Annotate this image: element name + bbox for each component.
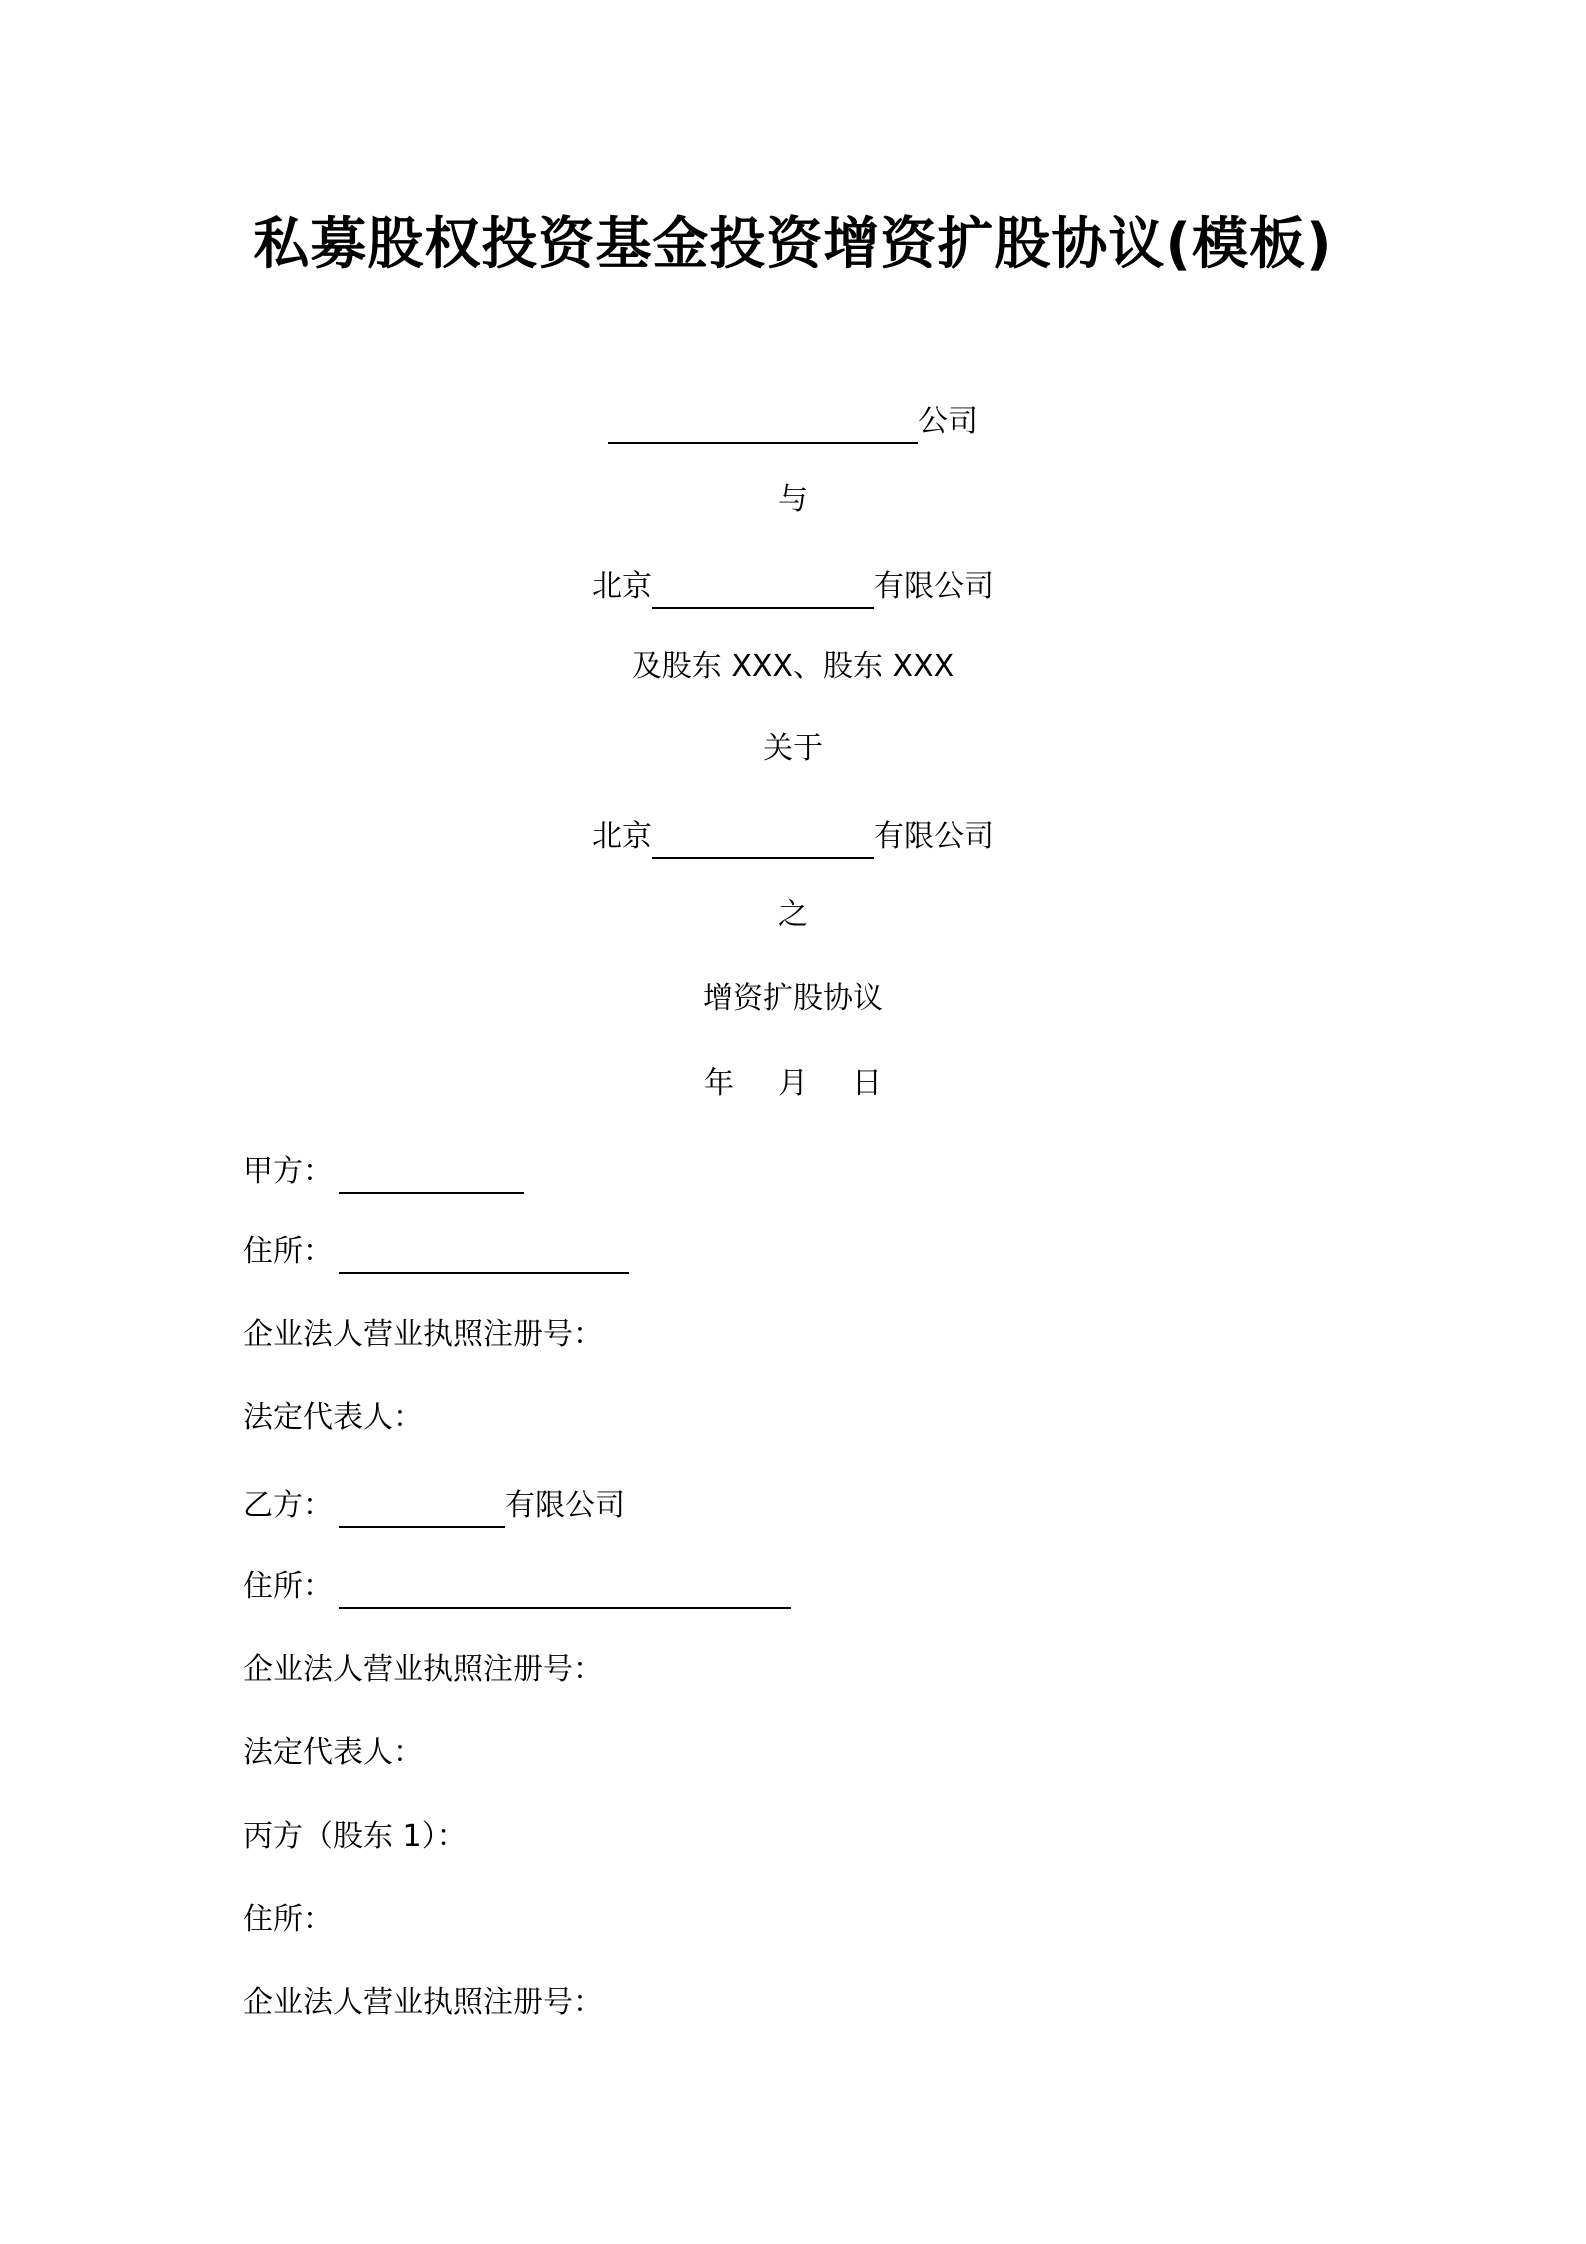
party1-suffix: 公司 xyxy=(918,404,978,439)
target2-suffix: 有限公司 xyxy=(874,819,994,854)
date-day: 日 xyxy=(852,1066,882,1101)
target2-line xyxy=(0,815,1586,859)
and-line: 与 xyxy=(778,482,808,517)
party-b-address-line xyxy=(243,1565,791,1609)
party-a-address-line xyxy=(243,1230,629,1274)
date-month: 月 xyxy=(778,1066,808,1101)
regarding-line: 关于 xyxy=(763,731,823,766)
shareholders-line: 及股东 XXX、股东 XXX xyxy=(631,649,955,684)
of-line: 之 xyxy=(778,897,808,932)
target2-prefix: 北京 xyxy=(592,819,652,854)
party-c-license-label: 企业法人营业执照注册号： xyxy=(243,1985,603,2020)
date-line xyxy=(0,1062,1586,1106)
target1-blank xyxy=(652,573,874,609)
party-b-rep-label: 法定代表人： xyxy=(243,1735,423,1770)
party1-line xyxy=(0,400,1586,444)
target1-suffix: 有限公司 xyxy=(874,569,994,604)
document-title: 私募股权投资基金投资增资扩股协议(模板) xyxy=(253,212,1333,277)
party-b-address-label: 住所： xyxy=(243,1569,333,1604)
target2-blank xyxy=(652,823,874,859)
party-a-license-label: 企业法人营业执照注册号： xyxy=(243,1317,603,1352)
party-b-line xyxy=(243,1484,625,1528)
party-a-blank xyxy=(339,1158,524,1194)
agreement-name: 增资扩股协议 xyxy=(703,981,883,1016)
party-c-label: 丙方（股东 1）： xyxy=(243,1819,467,1854)
party-b-address-blank xyxy=(339,1573,791,1609)
party-b-license-label: 企业法人营业执照注册号： xyxy=(243,1652,603,1687)
party-a-label: 甲方： xyxy=(243,1154,333,1189)
party-c-address-label: 住所： xyxy=(243,1902,333,1937)
party-a-rep-label: 法定代表人： xyxy=(243,1400,423,1435)
party-a-address-label: 住所： xyxy=(243,1234,333,1269)
party1-blank xyxy=(608,408,918,444)
party-a-address-blank xyxy=(339,1238,629,1274)
party-b-label: 乙方： xyxy=(243,1488,333,1523)
party-b-suffix: 有限公司 xyxy=(505,1488,625,1523)
target1-prefix: 北京 xyxy=(592,569,652,604)
party-a-line xyxy=(243,1150,524,1194)
date-year: 年 xyxy=(704,1066,734,1101)
party-b-blank xyxy=(339,1492,505,1528)
target1-line xyxy=(0,565,1586,609)
